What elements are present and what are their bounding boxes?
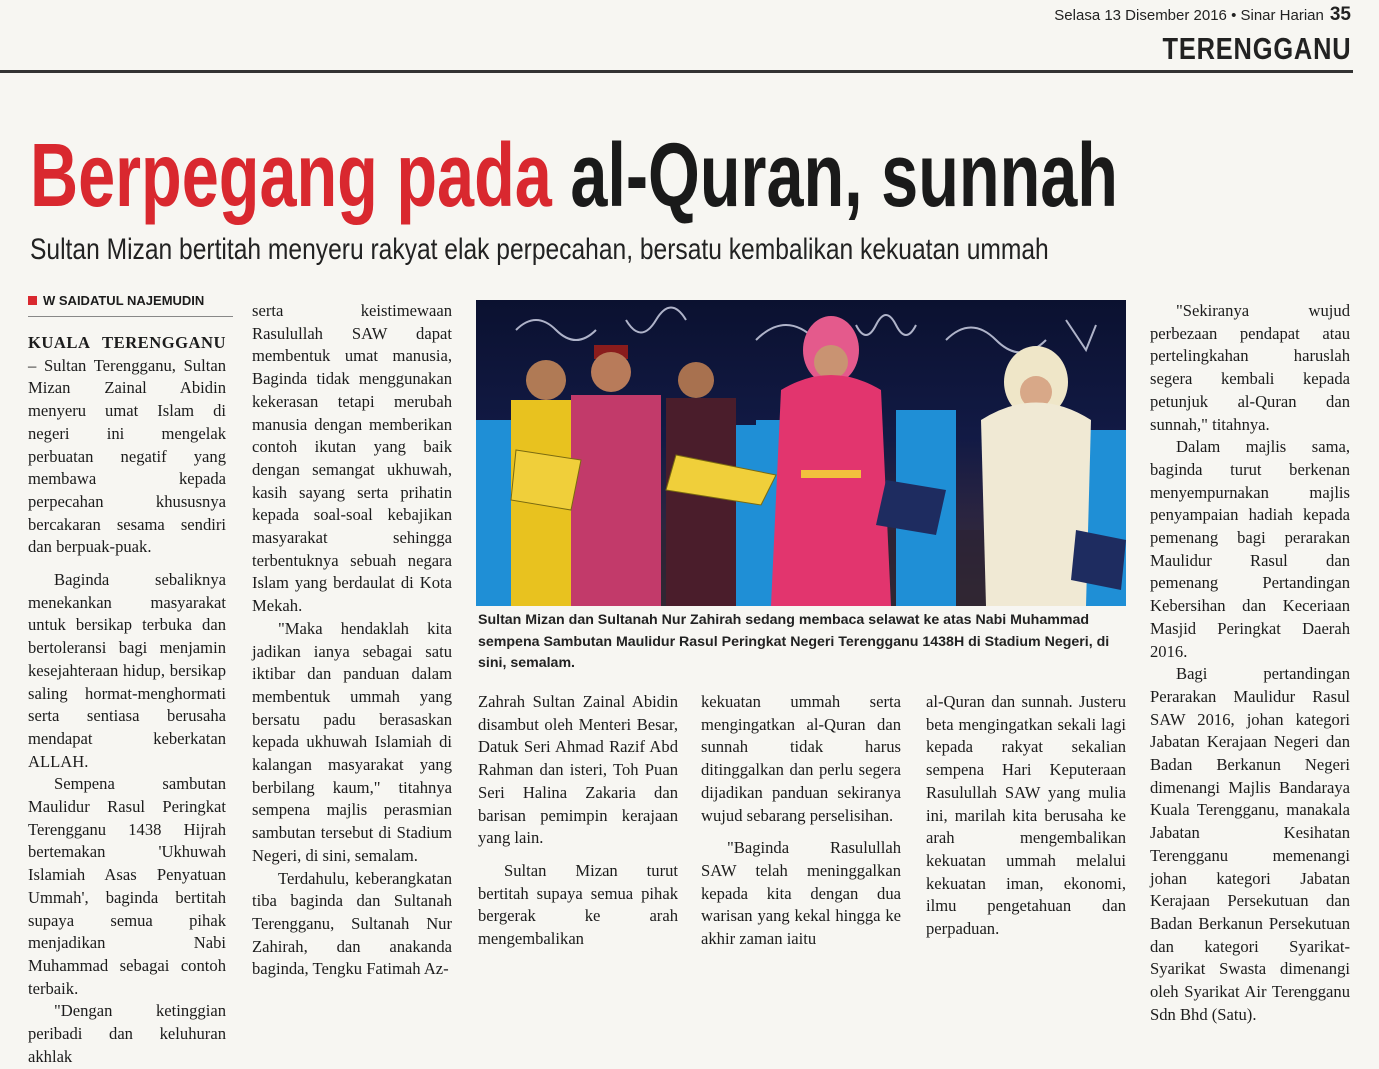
caption-line: sempena Sambutan Maulidur Rasul Peringkat Negeri Terengganu 1438H di Stadium Negeri, di xyxy=(478,633,1110,650)
paragraph: KUALA TERENGGANU – Sultan Terengganu, Sultan Mizan Zainal Abidin menyeru umat Islam di negeri ini mengelak perbuatan negatif yang membawa kepada perpecahan khususnya bercakaran sesama sendiri dan berpuak-puak. xyxy=(28,333,226,557)
byline xyxy=(28,293,204,308)
photo-caption xyxy=(478,610,1122,675)
headline-black: al-Quran, sunnah xyxy=(570,126,1118,226)
paragraph: Zahrah Sultan Zainal Abidin disambut oleh Menteri Besar, Datuk Seri Ahmad Razif Abd Rahman dan isteri, Toh Puan Seri Halina Zakaria dan barisan pemimpin kerajaan yang lain. xyxy=(478,692,678,848)
byline-rule xyxy=(28,316,233,317)
caption-line: sini, semalam. xyxy=(478,655,575,671)
paragraph: kekuatan ummah serta mengingatkan al-Quran dan sunnah tidak harus ditinggalkan dan perlu segera dijadikan panduan sekiranya wujud sebarang perselisihan. xyxy=(701,692,901,825)
news-photo xyxy=(476,300,1126,606)
article-column-2 xyxy=(252,300,452,981)
page-number: 35 xyxy=(1329,4,1351,25)
article-column-1 xyxy=(28,332,226,1069)
dateline-place: KUALA TERENGGANU xyxy=(28,333,226,352)
paragraph: "Sekiranya wujud perbezaan pendapat atau pertelingkahan haruslah segera kembali kepada petunjuk al-Quran dan sunnah," titahnya. xyxy=(1150,301,1350,434)
article-column-5 xyxy=(926,691,1126,941)
byline-author: W SAIDATUL NAJEMUDIN xyxy=(43,293,205,308)
dateline-text: Selasa 13 Disember 2016 • Sinar Harian xyxy=(1054,7,1324,24)
paragraph: serta keistimewaan Rasulullah SAW dapat membentuk umat manusia, Baginda tidak menggunakan kekerasan tetapi merubah manusia dengan memberikan contoh ikutan yang baik dengan semangat ukhuwah, kasih sayang serta prihatin kepada soal-soal kebajikan masyarakat sehingga terbentuknya sebuah negara Islam yang berdaulat di Kota Mekah. xyxy=(252,301,452,616)
article-column-6 xyxy=(1150,300,1350,1027)
paragraph: Terdahulu, keberangkatan tiba baginda dan Sultanah Terengganu, Sultanah Nur Zahirah, dan anakanda baginda, Tengku Fatimah Az- xyxy=(252,868,452,979)
headline-red: Berpegang pada xyxy=(30,126,552,226)
paragraph: "Maka hendaklah kita jadikan ianya sebagai satu iktibar dan panduan dalam membentuk ummah yang bersatu padu berasaskan kepada ukhuwah Islamiah di kalangan masyarakat yang berbilang kaum," titahnya sempena majlis perasmian sambutan tersebut di Stadium Negeri, di sini, semalam. xyxy=(252,618,452,865)
paragraph: "Dengan ketinggian peribadi dan keluhuran akhlak xyxy=(28,1001,226,1066)
dateline xyxy=(1054,4,1351,26)
paragraph: Sultan Mizan turut bertitah supaya semua pihak bergerak ke arah mengembalikan xyxy=(478,860,678,949)
byline-square-icon xyxy=(28,296,37,305)
paragraph: al-Quran dan sunnah. Justeru beta mengingatkan sekali lagi kepada rakyat sekalian sempena Hari Keputeraan Rasulullah SAW yang mulia ini, marilah kita berusaha ke arah mengembalikan kekuatan ummah melalui kekuatan iman, ekonomi, ilmu pengetahuan dan perpaduan. xyxy=(926,692,1126,939)
article-column-3 xyxy=(478,691,678,951)
paragraph: Baginda sebaliknya menekankan masyarakat untuk bersikap terbuka dan bertoleransi bagi menjamin kesejahteraan hidup, bersikap saling hormat-menghormati serta sentiasa berusaha mendapat keberkatan ALLAH. xyxy=(28,570,226,771)
paragraph: Sempena sambutan Maulidur Rasul Peringkat Terengganu 1438 Hijrah bertemakan 'Ukhuwah Islamiah Asas Penyatuan Ummah', baginda bertitah supaya semua pihak menjadikan Nabi Muhammad sebagai contoh terbaik. xyxy=(28,774,226,998)
header-rule xyxy=(0,70,1353,73)
article-column-4 xyxy=(701,691,901,951)
paragraph: Dalam majlis sama, baginda turut berkenan menyempurnakan majlis penyampaian hadiah kepada pemenang bagi perarakan Maulidur Rasul dan pemenang Pertandingan Kebersihan dan Keceriaan Masjid Peringkat Daerah 2016. xyxy=(1150,437,1350,661)
deck-subheadline: Sultan Mizan bertitah menyeru rakyat elak perpecahan, bersatu kembalikan kekuatan ummah xyxy=(30,233,1049,266)
headline xyxy=(30,128,1118,224)
paragraph: "Baginda Rasulullah SAW telah meninggalkan kepada kita dengan dua warisan yang kekal hingga ke akhir zaman iaitu xyxy=(701,838,901,949)
caption-line: Sultan Mizan dan Sultanah Nur Zahirah sedang membaca selawat ke atas Nabi Muhammad xyxy=(478,612,1090,628)
photo-illustration xyxy=(476,300,1126,606)
section-label: TERENGGANU xyxy=(1162,31,1351,66)
paragraph: Bagi pertandingan Perarakan Maulidur Rasul SAW 2016, johan kategori Jabatan Kerajaan Negeri dan Badan Berkanun Negeri dimenangi Majlis Bandaraya Kuala Terengganu, manakala Jabatan Kesihatan Terengganu memenangi johan kategori Jabatan Kerajaan Persekutuan dan Badan Berkanun Persekutuan dan kategori Syarikat-Syarikat Swasta dimenangi oleh Syarikat Air Terengganu Sdn Bhd (Satu). xyxy=(1150,664,1350,1024)
